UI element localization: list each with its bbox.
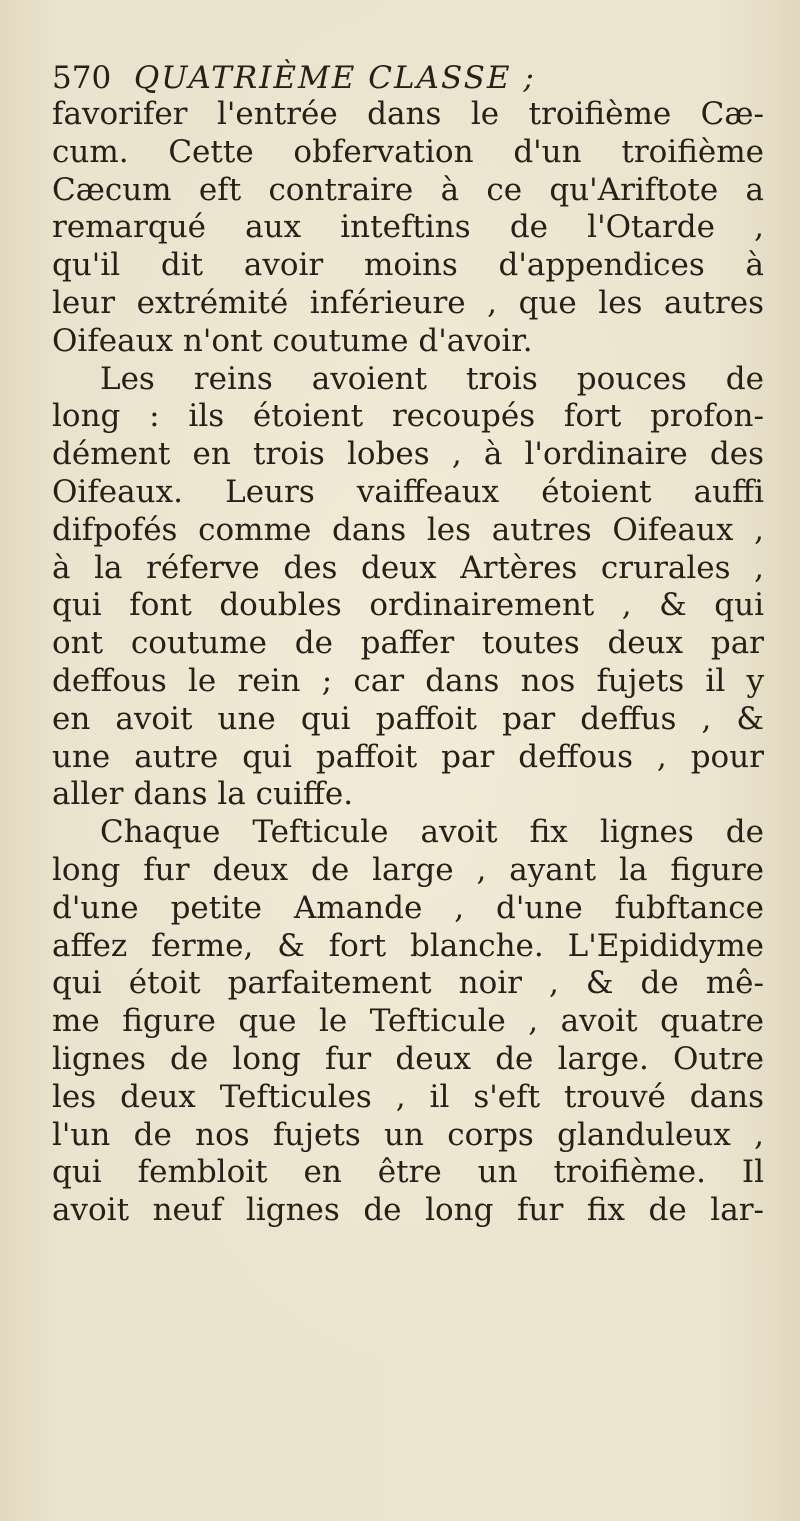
text-line: qu'il dit avoir moins d'appendices à [52,247,764,284]
text-line: me figure que le Tefticule , avoit quatre [52,1003,764,1040]
text-line: Oifeaux n'ont coutume d'avoir. [52,322,533,359]
text-line: deffous le rein ; car dans nos fujets il y [52,662,764,699]
text-line: dément en trois lobes , à l'ordinaire des [52,436,764,473]
text-line: avoit neuf lignes de long fur fix de lar- [52,1192,764,1229]
text-line: long : ils étoient recoupés fort profon- [52,398,764,435]
text-line: leur extrémité inférieure , que les autres [52,284,764,321]
paragraph [52,814,764,1230]
paragraph [52,361,764,815]
text-line: d'une petite Amande , d'une fubftance [52,889,764,926]
text-line: une autre qui paffoit par deffous , pour [52,738,764,775]
text-line: Cæcum eft contraire à ce qu'Ariftote a [52,171,764,208]
page-header [52,56,752,100]
text-line: aller dans la cuiffe. [52,776,354,813]
text-line: qui étoit parfaitement noir , & de mê- [52,965,764,1002]
text-line: long fur deux de large , ayant la figure [52,851,764,888]
text-line: cum. Cette obfervation d'un troifième [52,133,764,170]
text-line: remarqué aux inteftins de l'Otarde , [52,209,764,246]
text-line: difpofés comme dans les autres Oifeaux , [52,511,764,548]
text-body [52,96,764,1230]
text-line: les deux Tefticules , il s'eft trouvé dans [52,1078,764,1115]
text-line: favorifer l'entrée dans le troifième Cæ- [52,96,764,132]
running-title: QUATRIÈME CLASSE ; [133,60,536,96]
text-line: Chaque Tefticule avoit fix lignes de [100,814,764,851]
text-line: à la réferve des deux Artères crurales , [52,549,764,586]
paragraph [52,96,764,361]
text-line: affez ferme, & fort blanche. L'Epididyme [52,927,764,964]
text-line: en avoit une qui paffoit par deffus , & [52,700,764,737]
text-line: ont coutume de paffer toutes deux par [52,625,764,662]
text-line: l'un de nos fujets un corps glanduleux , [52,1116,764,1153]
text-line: Oifeaux. Leurs vaiffeaux étoient auffi [52,473,764,510]
text-line: qui fembloit en être un troifième. Il [52,1154,764,1191]
text-line: Les reins avoient trois pouces de [100,360,764,397]
text-line: qui font doubles ordinairement , & qui [52,587,764,624]
page-number: 570 [52,60,112,96]
text-line: lignes de long fur deux de large. Outre [52,1040,764,1077]
